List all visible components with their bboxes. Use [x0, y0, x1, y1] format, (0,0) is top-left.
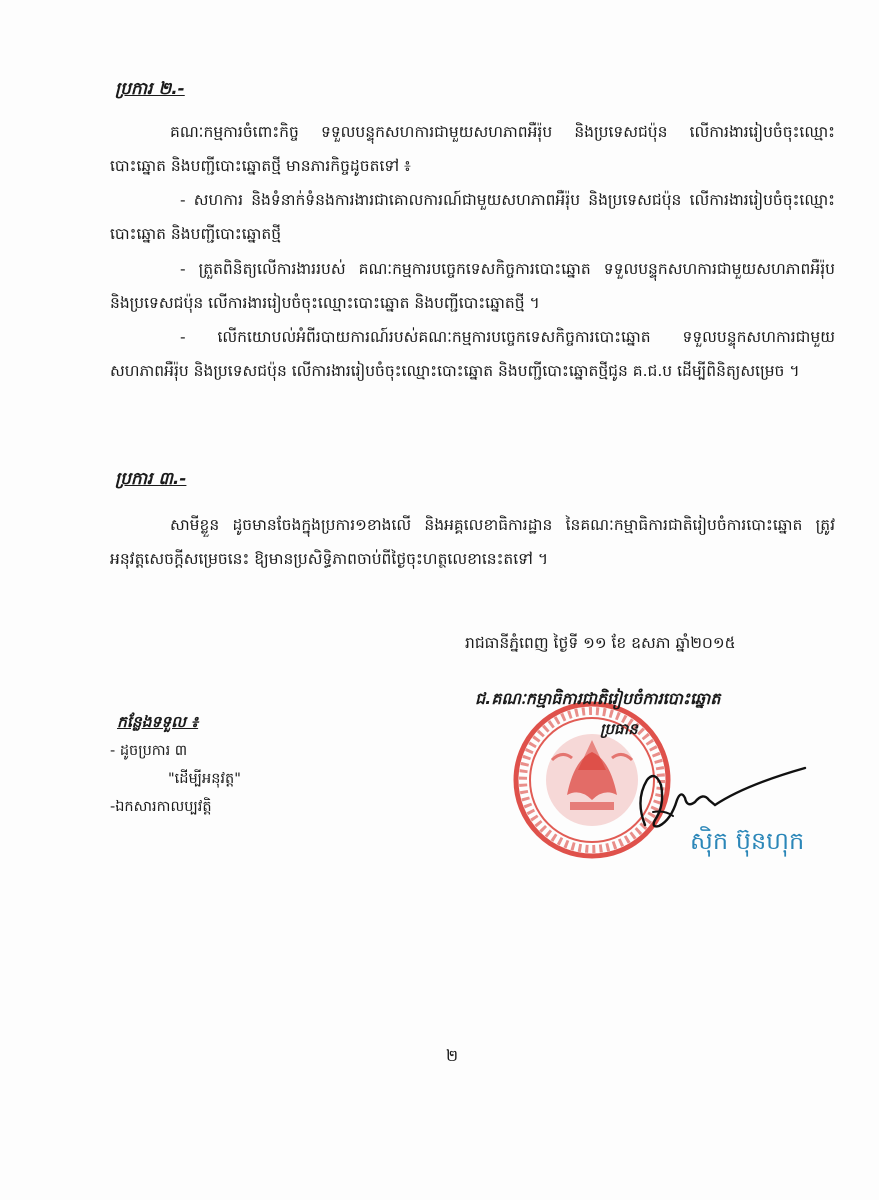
article-2-bullet-1: - សហការ និងទំនាក់ទំនងការងារជាគោលការណ៍ជាមួយសហភាពអឺរ៉ុប និងប្រទេសជប៉ុន លើការងាររៀបចំចុះឈ្មោះបោះឆ្នោត និងបញ្ជីបោះឆ្នោតថ្មី [110, 191, 835, 243]
article-3-body: សាមីខ្លួន ដូចមានចែងក្នុងប្រការ១ខាងលើ និងអគ្គលេខាធិការដ្ឋាន នៃគណៈកម្មាធិការជាតិរៀបចំការបោះឆ្នោត ត្រូវអនុវត្តសេចក្ដីសម្រេចនេះ ឱ្យមានប្រសិទ្ធិភាពចាប់ពីថ្ងៃចុះហត្ថលេខានេះតទៅ ។ [110, 516, 835, 568]
signer-name: ស៊ិក ប៊ុនហុក [690, 827, 805, 855]
article-2-intro: គណៈកម្មការចំពោះកិច្ច ទទួលបន្ទុកសហការជាមួយសហភាពអឺរ៉ុប និងប្រទេសជប៉ុន លើការងាររៀបចំចុះឈ្មោះបោះឆ្នោត និងបញ្ជីបោះឆ្នោតថ្មី មានភារកិច្ចដូចតទៅ ៖ [110, 123, 835, 175]
date-line: រាជធានីភ្នំពេញ ថ្ងៃទី ១១ ខែ ឧសភា ឆ្នាំ២០១៥ [465, 634, 736, 652]
signing-organization: ជ.គណៈកម្មាធិការជាតិរៀបចំការបោះឆ្នោត [475, 689, 721, 708]
article-2-bullet-2: - ត្រួតពិនិត្យលើការងាររបស់ គណៈកម្មការបច្ចេកទេសកិច្ចការបោះឆ្នោត ទទួលបន្ទុកសហការជាមួយសហភាពអឺរ៉ុប និងប្រទេសជប៉ុន លើការងាររៀបចំចុះឈ្មោះបោះឆ្នោត និងបញ្ជីបោះឆ្នោតថ្មី ។ [110, 260, 835, 312]
handwritten-signature [625, 730, 810, 840]
recipients-heading: កន្លែងទទួល ៖ [117, 713, 199, 731]
article-2-bullet-3: - លើកយោបល់អំពីរបាយការណ៍របស់គណៈកម្មការបច្ចេកទេសកិច្ចការបោះឆ្នោត ទទួលបន្ទុកសហការជាមួយសហភាពអឺរ៉ុប និងប្រទេសជប៉ុន លើការងាររៀបចំចុះឈ្មោះបោះឆ្នោត និងបញ្ជីបោះឆ្នោតថ្មីជូន គ.ជ.ប ដើម្បីពិនិត្យសម្រេច ។ [110, 328, 835, 380]
recipient-item: - ដូចប្រការ ៣ [110, 743, 188, 759]
recipient-item-note: "ដើម្បីអនុវត្ត" [168, 771, 241, 787]
recipient-item: -ឯកសារកាលប្បវត្តិ [110, 799, 212, 815]
page-number: ២ [446, 1046, 459, 1065]
article-3-heading: ប្រការ ៣.- [115, 469, 187, 489]
article-2-heading: ប្រការ ២.- [115, 79, 185, 99]
signer-title: ប្រធាន [600, 720, 638, 738]
